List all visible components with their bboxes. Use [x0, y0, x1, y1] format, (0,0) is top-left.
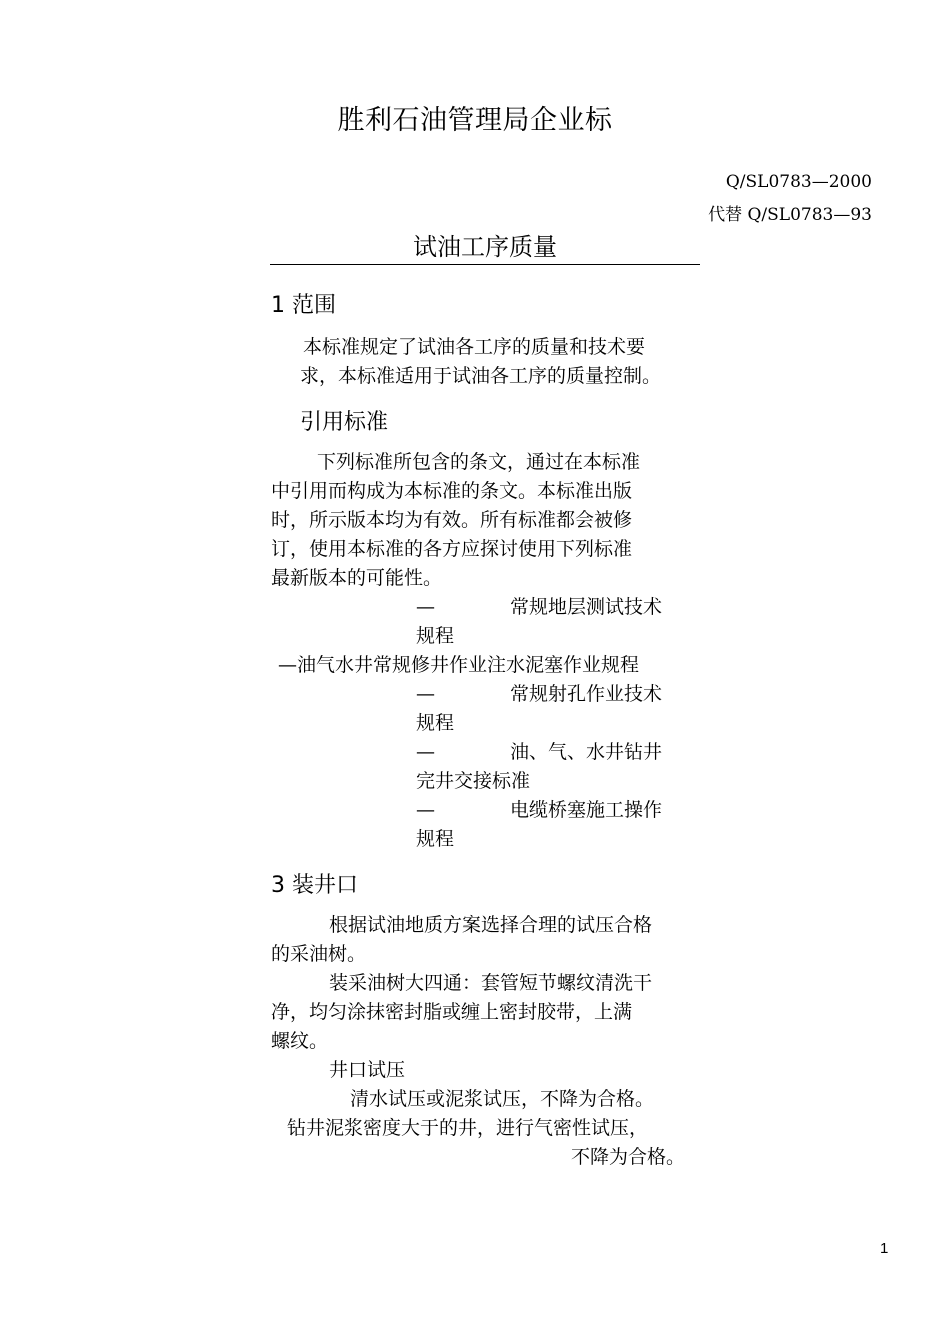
section-2-line: 下列标准所包含的条文，通过在本标准: [317, 451, 641, 473]
section-3-line: 净，均匀涂抹密封脂或缠上密封胶带，上满: [271, 1001, 633, 1023]
reference-item-continuation: 规程: [416, 625, 455, 647]
section-1-heading: 1 范围: [271, 293, 336, 318]
section-2-line: 最新版本的可能性。: [271, 567, 443, 589]
reference-dash: —: [416, 596, 435, 618]
reference-dash: —: [416, 741, 435, 763]
section-2-line: 时，所示版本均为有效。所有标准都会被修: [271, 509, 633, 531]
organization-title: 胜利石油管理局企业标: [337, 105, 613, 136]
replaces-standard: 代替 Q/SL0783—93: [708, 205, 872, 225]
reference-item: 常规射孔作业技术: [510, 683, 663, 705]
reference-item: —油气水井常规修井作业注水泥塞作业规程: [278, 654, 640, 676]
page-number: 1: [880, 1240, 889, 1257]
section-3-line: 的采油树。: [271, 943, 367, 965]
standard-number: Q/SL0783—2000: [725, 172, 872, 192]
document-title: 试油工序质量: [270, 227, 700, 265]
section-1-line: 本标准规定了试油各工序的质量和技术要: [303, 336, 646, 358]
section-3-line: 清水试压或泥浆试压，不降为合格。: [350, 1088, 655, 1110]
section-3-line: 装采油树大四通：套管短节螺纹清洗干: [329, 972, 653, 994]
reference-item-continuation: 规程: [416, 828, 455, 850]
section-3-heading: 3 装井口: [271, 873, 358, 898]
section-3-subheading: 井口试压: [329, 1059, 406, 1081]
section-3-line: 螺纹。: [271, 1030, 329, 1052]
reference-item: 常规地层测试技术: [510, 596, 663, 618]
section-3-line: 根据试油地质方案选择合理的试压合格: [329, 914, 653, 936]
section-3-line: 不降为合格。: [571, 1146, 686, 1168]
section-2-line: 订，使用本标准的各方应探讨使用下列标准: [271, 538, 633, 560]
section-3-line: 钻井泥浆密度大于的井，进行气密性试压，: [287, 1117, 649, 1139]
reference-dash: —: [416, 799, 435, 821]
reference-item-continuation: 规程: [416, 712, 455, 734]
section-2-line: 中引用而构成为本标准的条文。本标准出版: [271, 480, 633, 502]
reference-item: 油、气、水井钻井: [510, 741, 663, 763]
section-1-line: 求，本标准适用于试油各工序的质量控制。: [300, 365, 662, 387]
reference-item-continuation: 完井交接标准: [416, 770, 531, 792]
reference-dash: —: [416, 683, 435, 705]
reference-item: 电缆桥塞施工操作: [510, 799, 663, 821]
section-2-heading: 引用标准: [300, 410, 389, 435]
